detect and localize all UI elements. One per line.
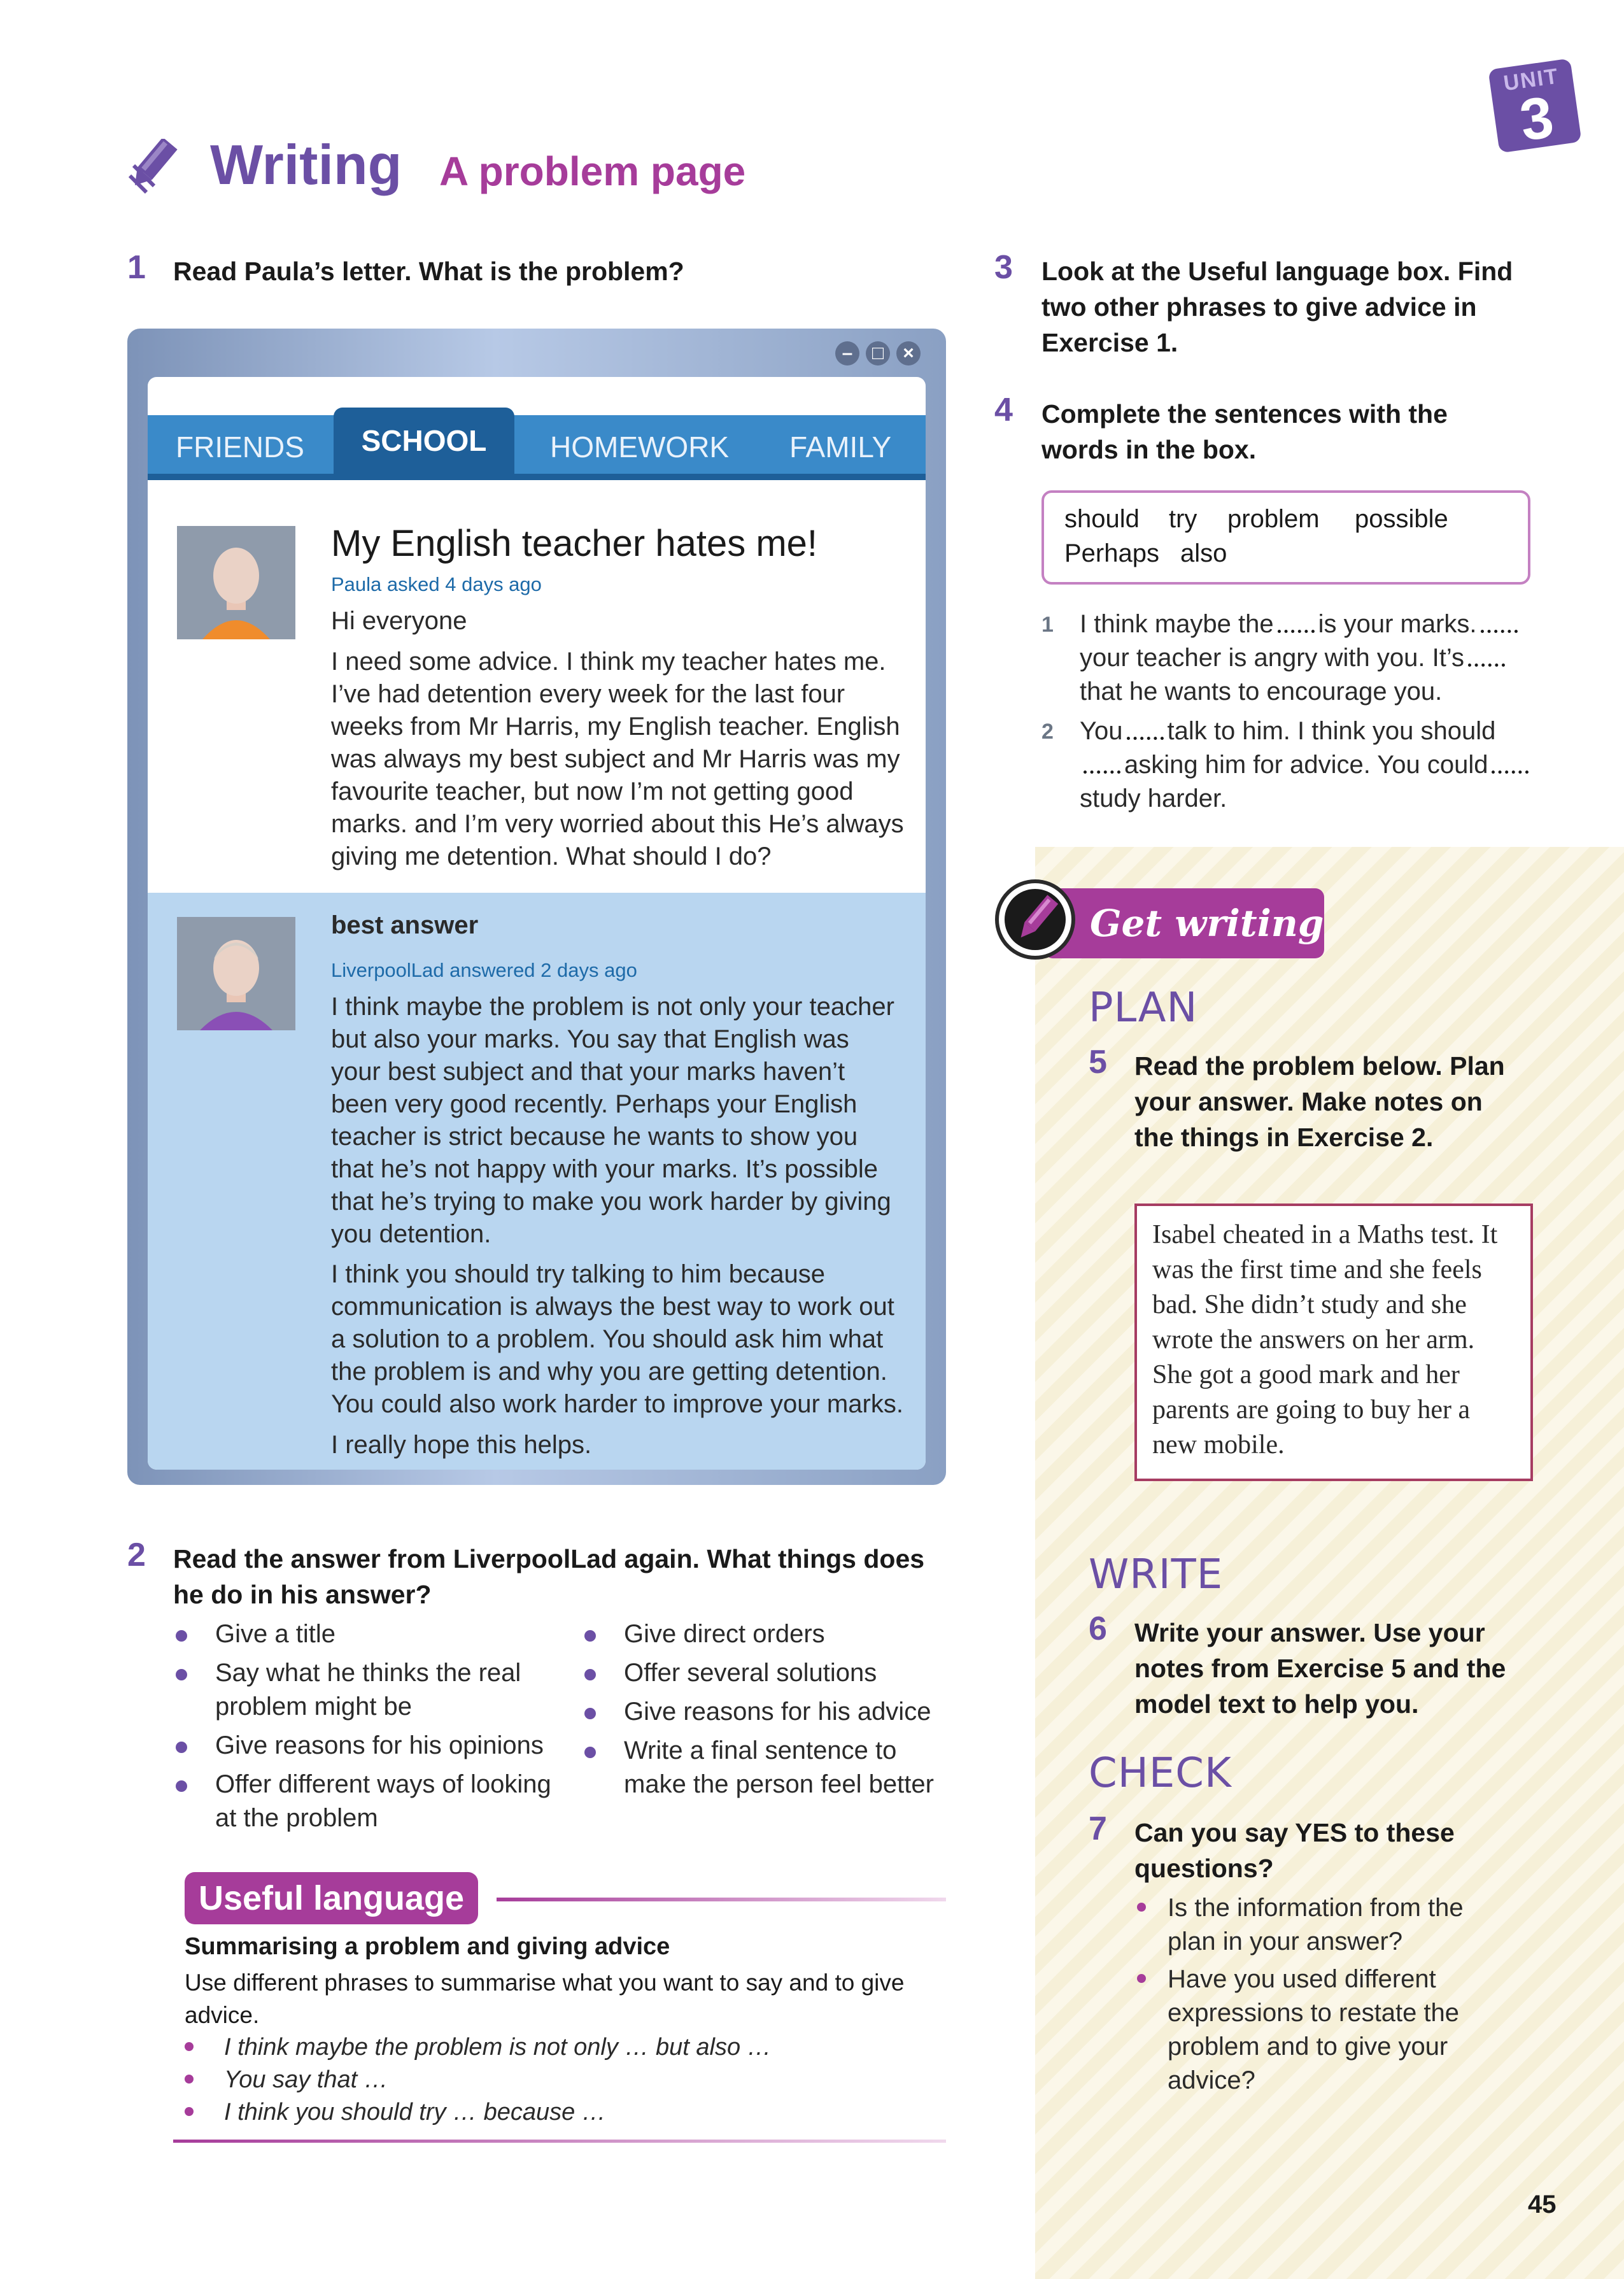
word: try xyxy=(1169,505,1197,533)
tab-bar xyxy=(148,415,926,474)
page-title: Writing xyxy=(210,133,402,196)
list-item: Give reasons for his opinions xyxy=(176,1729,558,1763)
bullet-icon xyxy=(185,2075,194,2084)
maximize-icon[interactable]: □ xyxy=(866,341,890,366)
q6-text: Write your answer. Use your notes from Exercise 5 and the model text to help you. xyxy=(1134,1618,1506,1719)
q2-list-right xyxy=(584,1617,960,1807)
avatar-paula xyxy=(177,526,295,639)
pencil-icon xyxy=(127,139,199,206)
sentence-2: You talk to him. I think you should asking him for advice. You could study harder. xyxy=(1080,714,1538,816)
question-title: My English teacher hates me! xyxy=(331,523,818,564)
divider xyxy=(173,2140,946,2143)
unit-label: UNIT xyxy=(1502,64,1561,96)
list-item: Is the information from the plan in your answer? xyxy=(1137,1891,1493,1959)
q4-text: Complete the sentences with the words in the box. xyxy=(1041,399,1448,464)
word-box xyxy=(1041,490,1530,585)
gap[interactable] xyxy=(1481,618,1518,633)
word: problem xyxy=(1227,505,1320,533)
problem-box: Isabel cheated in a Maths test. It was the first time and she feels bad. She didn’t study and she wrote the answers on her arm. She got a good mark and her parents are going to buy her a new mobile. xyxy=(1134,1203,1533,1481)
list-item: Have you used different expressions to restate the problem and to give your advice? xyxy=(1137,1963,1493,2098)
q1-text: Read Paula’s letter. What is the problem? xyxy=(173,257,684,286)
useful-language-label: Useful language xyxy=(185,1872,478,1924)
list-item: Give direct orders xyxy=(584,1617,960,1651)
list-item: Say what he thinks the real problem might be xyxy=(176,1656,558,1724)
forum-content xyxy=(148,377,926,1470)
gap[interactable] xyxy=(1468,652,1505,667)
q6-number: 6 xyxy=(1089,1610,1107,1647)
minimize-icon[interactable]: – xyxy=(835,341,859,366)
tab-homework[interactable]: HOMEWORK xyxy=(550,430,730,464)
unit-badge xyxy=(1488,59,1581,153)
list-item: You say that … xyxy=(185,2064,910,2096)
bullet-icon xyxy=(584,1630,596,1642)
useful-language-description: Use different phrases to summarise what you want to say and to give advice. xyxy=(185,1970,905,2028)
gap[interactable] xyxy=(1492,759,1529,774)
list-item: Give reasons for his advice xyxy=(584,1695,960,1729)
bullet-icon xyxy=(584,1747,596,1758)
useful-language-heading: Summarising a problem and giving advice xyxy=(185,1933,670,1960)
useful-language-list xyxy=(185,2031,910,2129)
bullet-icon xyxy=(176,1669,187,1680)
gap[interactable] xyxy=(1127,725,1164,740)
q7-text: Can you say YES to these questions? xyxy=(1134,1818,1455,1883)
q2-list-left xyxy=(176,1617,558,1840)
gap[interactable] xyxy=(1084,759,1120,774)
q4-number: 4 xyxy=(994,392,1013,429)
tab-friends[interactable]: FRIENDS xyxy=(176,430,304,464)
check-list xyxy=(1137,1891,1493,2101)
word: should xyxy=(1064,505,1140,533)
word: also xyxy=(1180,539,1227,567)
check-heading: CHECK xyxy=(1089,1750,1232,1797)
q5-number: 5 xyxy=(1089,1044,1107,1081)
answer-paragraph-3: I really hope this helps. xyxy=(331,1431,592,1459)
tab-family[interactable]: FAMILY xyxy=(789,430,892,464)
q3-number: 3 xyxy=(994,249,1013,286)
q5-text: Read the problem below. Plan your answer. Make notes on the things in Exercise 2. xyxy=(1134,1051,1505,1152)
list-item: Offer different ways of looking at the problem xyxy=(176,1768,558,1835)
close-icon[interactable]: × xyxy=(896,341,921,366)
answer-paragraph-2: I think you should try talking to him because communication is always the best way to work out a solution to a problem. You should ask him what the problem is and why you are getting detention. You could also work harder to improve your marks. xyxy=(331,1260,903,1418)
q1-number: 1 xyxy=(127,249,146,286)
list-item: Give a title xyxy=(176,1617,558,1651)
q2-number: 2 xyxy=(127,1537,146,1573)
forum-window xyxy=(127,329,946,1485)
divider xyxy=(497,1898,946,1901)
list-item: I think you should try … because … xyxy=(185,2096,910,2129)
q2-text: Read the answer from LiverpoolLad again. What things does he do in his answer? xyxy=(173,1544,925,1609)
answer-paragraph-1: I think maybe the problem is not only your teacher but also your marks. You say that English was your best subject and that your marks haven’t been very good recently. Perhaps your English teacher is strict because he wants to show you that he’s not happy with your marks. It’s possible that he’s trying to make you work harder by giving you detention. xyxy=(331,993,894,1248)
list-item: Write a final sentence to make the person feel better xyxy=(584,1734,960,1801)
bullet-icon xyxy=(1137,1974,1146,1983)
sentence-2-number: 2 xyxy=(1041,720,1054,744)
q7-number: 7 xyxy=(1089,1810,1107,1847)
list-item: I think maybe the problem is not only … but also … xyxy=(185,2031,910,2064)
unit-number: 3 xyxy=(1516,84,1558,153)
answer-meta: LiverpoolLad answered 2 days ago xyxy=(331,959,637,981)
write-heading: WRITE xyxy=(1089,1551,1224,1598)
avatar-liverpoollad xyxy=(177,917,295,1030)
bullet-icon xyxy=(176,1630,187,1642)
question-body: I need some advice. I think my teacher hates me. I’ve had detention every week for the last four weeks from Mr Harris, my English teacher. English was always my best subject and Mr Harris was my favourite teacher, but now I’m not getting good marks. and I’m very worried about this He’s always giving me detention. What should I do? xyxy=(331,648,904,870)
sentence-1: I think maybe the is your marks. your teacher is angry with you. It’s that he wants to encourage you. xyxy=(1080,607,1538,709)
get-writing-label: Get writing xyxy=(1044,888,1324,958)
tab-school[interactable]: SCHOOL xyxy=(334,408,514,474)
answer-section xyxy=(148,893,926,1470)
plan-heading: PLAN xyxy=(1089,984,1198,1032)
word: possible xyxy=(1355,505,1448,533)
page-subtitle: A problem page xyxy=(439,148,746,194)
bullet-icon xyxy=(185,2042,194,2051)
page-number: 45 xyxy=(1528,2190,1557,2219)
bullet-icon xyxy=(185,2107,194,2116)
bullet-icon xyxy=(584,1708,596,1719)
gap[interactable] xyxy=(1278,618,1315,633)
list-item: Offer several solutions xyxy=(584,1656,960,1690)
tab-divider xyxy=(148,474,926,480)
bullet-icon xyxy=(176,1742,187,1753)
word: Perhaps xyxy=(1064,539,1159,567)
pencil-icon xyxy=(994,879,1076,963)
question-meta: Paula asked 4 days ago xyxy=(331,573,542,595)
bullet-icon xyxy=(584,1669,596,1680)
answer-title: best answer xyxy=(331,911,479,939)
sentence-1-number: 1 xyxy=(1041,613,1054,637)
q3-text: Look at the Useful language box. Find two other phrases to give advice in Exercise 1. xyxy=(1041,257,1513,357)
bullet-icon xyxy=(1137,1903,1146,1912)
bullet-icon xyxy=(176,1780,187,1792)
question-greeting: Hi everyone xyxy=(331,607,467,635)
